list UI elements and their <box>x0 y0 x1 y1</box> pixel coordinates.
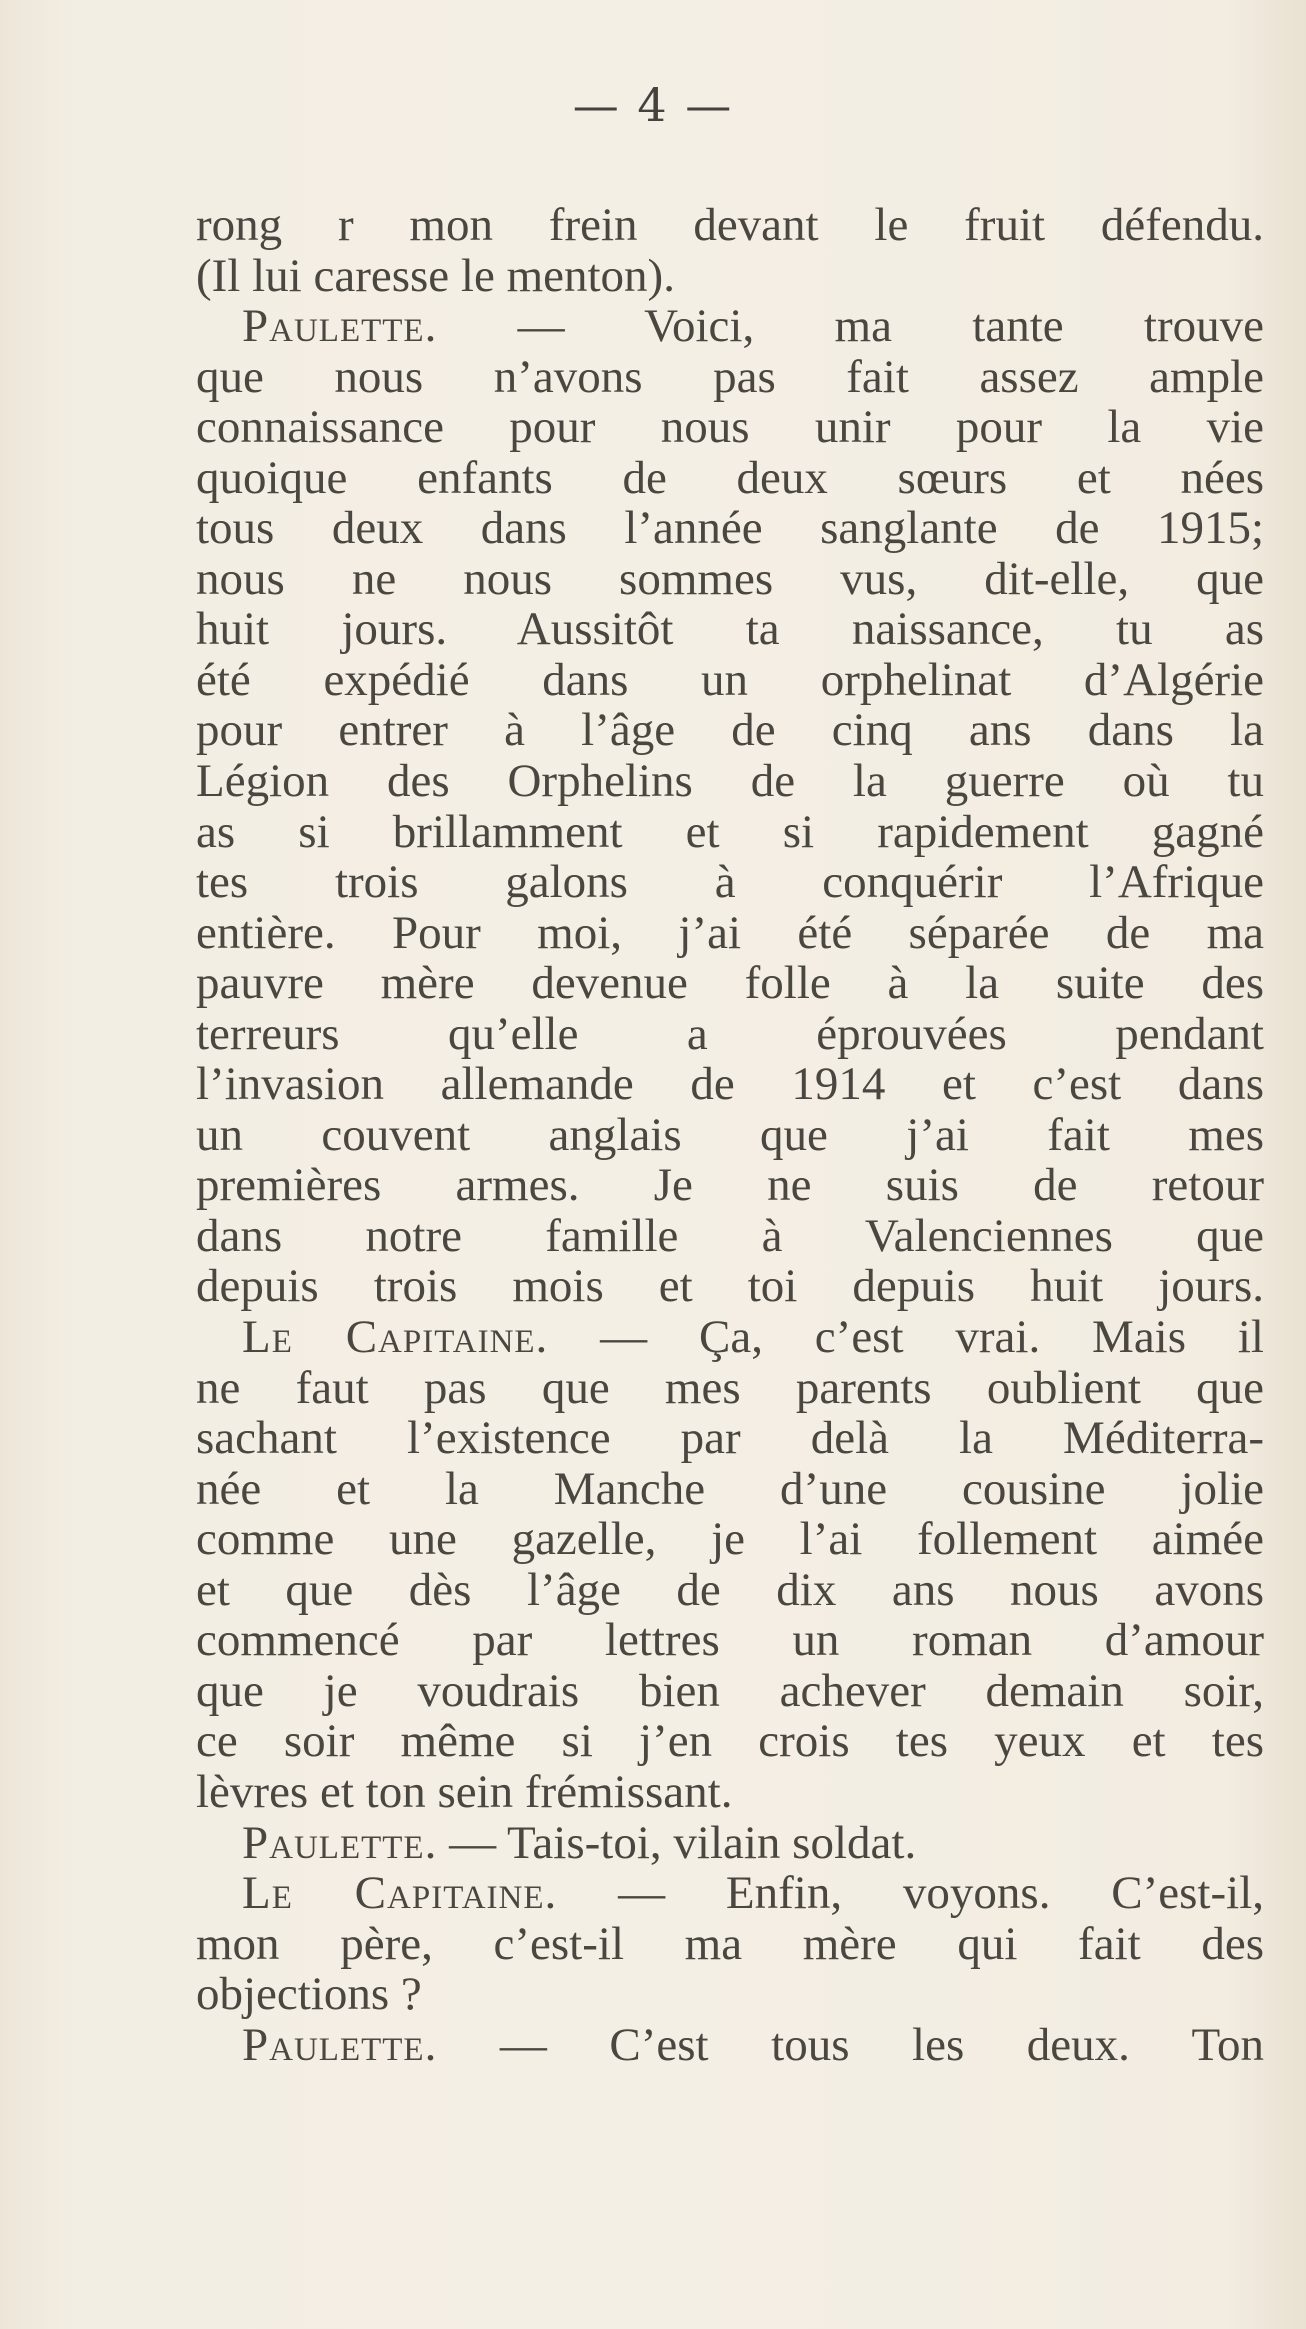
line-text: — Voici, ma tante trouve <box>437 301 1264 352</box>
text-line <box>196 1969 1264 2020</box>
line-text: premières armes. Je ne suis de retour <box>196 1160 1264 1211</box>
page-number: — 4 — <box>572 78 734 132</box>
line-text: commencé par lettres un roman d’amour <box>196 1615 1264 1666</box>
text-line <box>196 908 1264 959</box>
text-line <box>196 402 1264 453</box>
text-line <box>196 1261 1264 1312</box>
text-line <box>196 1666 1264 1717</box>
text-line <box>196 1110 1264 1161</box>
text-line <box>196 1413 1264 1464</box>
text-line <box>196 453 1264 504</box>
speaker-name: Paulette. <box>242 301 438 352</box>
line-text: Légion des Orphelins de la guerre où tu <box>196 756 1264 807</box>
text-line <box>196 301 1264 352</box>
line-text: terreurs qu’elle a éprouvées pendant <box>196 1008 1264 1060</box>
speaker-name: Le Capitaine. <box>242 1312 549 1363</box>
line-text: l’invasion allemande de 1914 et c’est dans <box>196 1059 1264 1110</box>
text-line <box>196 1312 1264 1363</box>
line-text: comme une gazelle, je l’ai follement aimée <box>196 1514 1264 1565</box>
text-line <box>196 756 1264 807</box>
speaker-name: Le Capitaine. <box>242 1868 558 1919</box>
text-line <box>196 1211 1264 1262</box>
text-line <box>196 1363 1264 1414</box>
line-text: connaissance pour nous unir pour la vie <box>196 402 1264 453</box>
text-line <box>196 1565 1264 1616</box>
text-line <box>196 1160 1264 1211</box>
text-line <box>196 807 1264 858</box>
line-text: dans notre famille à Valenciennes que <box>196 1210 1264 1262</box>
line-text: — Ça, c’est vrai. Mais il <box>548 1312 1264 1363</box>
line-text: quoique enfants de deux sœurs et nées <box>196 452 1264 504</box>
text-line <box>196 503 1264 554</box>
line-text: tes trois galons à conquérir l’Afrique <box>196 857 1264 908</box>
line-text: pour entrer à l’âge de cinq ans dans la <box>196 705 1264 757</box>
line-text: — Enfin, voyons. C’est-il, <box>557 1868 1264 1919</box>
line-text: — Tais-toi, vilain soldat. <box>437 1817 917 1869</box>
speaker-name: Paulette. <box>242 1817 438 1869</box>
line-text: et que dès l’âge de dix ans nous avons <box>196 1564 1264 1616</box>
text-line <box>196 1615 1264 1666</box>
line-text: un couvent anglais que j’ai fait mes <box>196 1109 1264 1161</box>
text-line <box>196 655 1264 706</box>
text-line <box>196 1716 1264 1767</box>
text-line <box>196 200 1264 251</box>
line-text: lèvres et ton sein frémissant. <box>196 1766 733 1818</box>
line-text: (Il lui caresse le menton). <box>196 250 675 302</box>
line-text: — C’est tous les deux. Ton <box>437 2019 1264 2071</box>
text-line <box>196 1464 1264 1515</box>
text-line <box>196 857 1264 908</box>
line-text: rong r mon frein devant le fruit défendu. <box>196 200 1264 251</box>
line-text: que je voudrais bien achever demain soir, <box>196 1665 1264 1717</box>
line-text: sachant l’existence par delà la Méditerra- <box>196 1413 1264 1464</box>
line-text: objections ? <box>196 1969 422 2020</box>
text-line <box>196 554 1264 605</box>
line-text: ne faut pas que mes parents oublient que <box>196 1362 1264 1414</box>
line-text: que nous n’avons pas fait assez ample <box>196 351 1264 403</box>
text-line <box>196 1818 1264 1869</box>
line-text: depuis trois mois et toi depuis huit jours. <box>196 1261 1264 1313</box>
line-text: ce soir même si j’en crois tes yeux et tes <box>196 1716 1264 1767</box>
line-text: été expédié dans un orphelinat d’Algérie <box>196 654 1264 706</box>
line-text: née et la Manche d’une cousine jolie <box>196 1463 1264 1515</box>
text-line <box>196 705 1264 756</box>
speaker-name: Paulette. <box>242 2019 438 2071</box>
line-text: tous deux dans l’année sanglante de 1915; <box>196 503 1264 554</box>
text-line <box>196 604 1264 655</box>
text-line <box>196 1868 1264 1919</box>
text-line <box>196 1009 1264 1060</box>
line-text: mon père, c’est-il ma mère qui fait des <box>196 1918 1264 1970</box>
line-text: nous ne nous sommes vus, dit-elle, que <box>196 553 1264 605</box>
text-line <box>196 1059 1264 1110</box>
text-line <box>196 1514 1264 1565</box>
text-line <box>196 1919 1264 1970</box>
line-text: entière. Pour moi, j’ai été séparée de ma <box>196 907 1264 959</box>
text-line <box>196 958 1264 1009</box>
text-line <box>196 1767 1264 1818</box>
text-line <box>196 352 1264 403</box>
line-text: huit jours. Aussitôt ta naissance, tu as <box>196 604 1264 655</box>
line-text: as si brillamment et si rapidement gagné <box>196 806 1264 858</box>
text-line <box>196 2020 1264 2071</box>
text-line <box>196 251 1264 302</box>
text-body <box>196 200 1264 2070</box>
line-text: pauvre mère devenue folle à la suite des <box>196 958 1264 1009</box>
